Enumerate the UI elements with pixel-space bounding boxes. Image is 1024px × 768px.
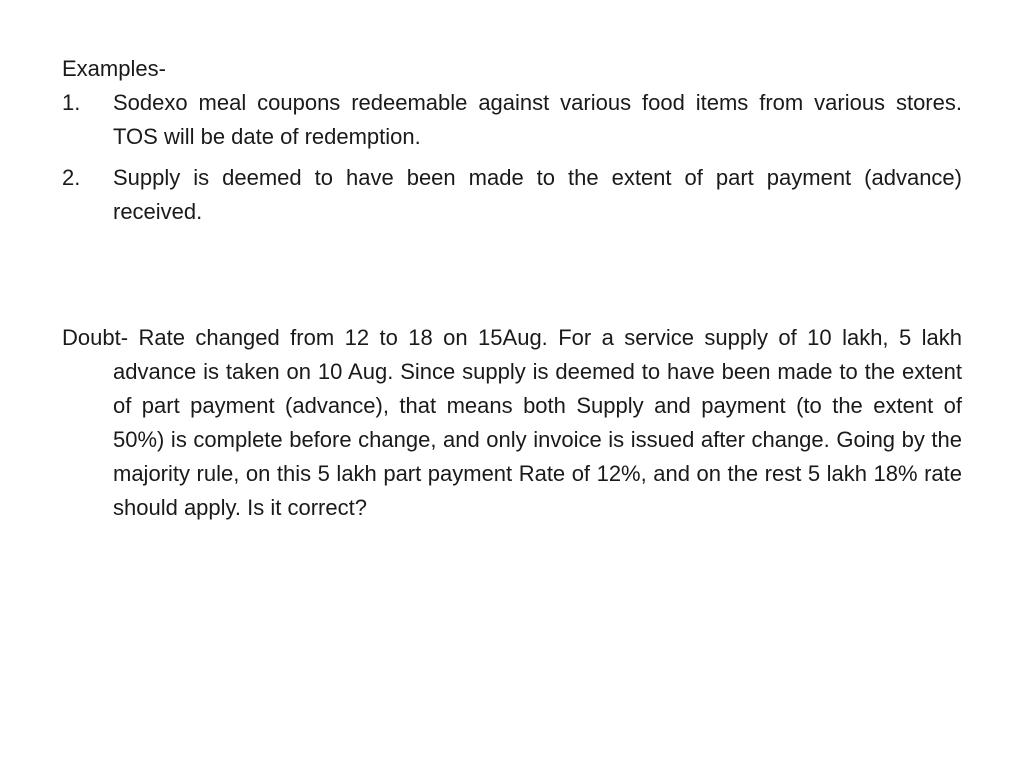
slide-content [62, 52, 962, 547]
list-item-number: 1. [62, 90, 81, 115]
examples-heading: Examples- [62, 56, 166, 81]
list-item-number: 2. [62, 165, 81, 190]
list-item-text: Sodexo meal coupons redeemable against various food items from various stores. TOS will be date of redemption. [113, 90, 962, 149]
list-item-text: Supply is deemed to have been made to the extent of part payment (advance) received. [113, 165, 962, 224]
list-item [62, 161, 962, 229]
list-item [62, 86, 962, 154]
doubt-paragraph: Doubt- Rate changed from 12 to 18 on 15Aug. For a service supply of 10 lakh, 5 lakh advance is taken on 10 Aug. Since supply is deemed to have been made to the extent of part payment (advance), that means both Supply and payment (to the extent of 50%) is complete before change, and only invoice is issued after change. Going by the majority rule, on this 5 lakh part payment Rate of 12%, and on the rest 5 lakh 18% rate should apply. Is it correct? [62, 325, 962, 520]
examples-list [62, 86, 962, 229]
